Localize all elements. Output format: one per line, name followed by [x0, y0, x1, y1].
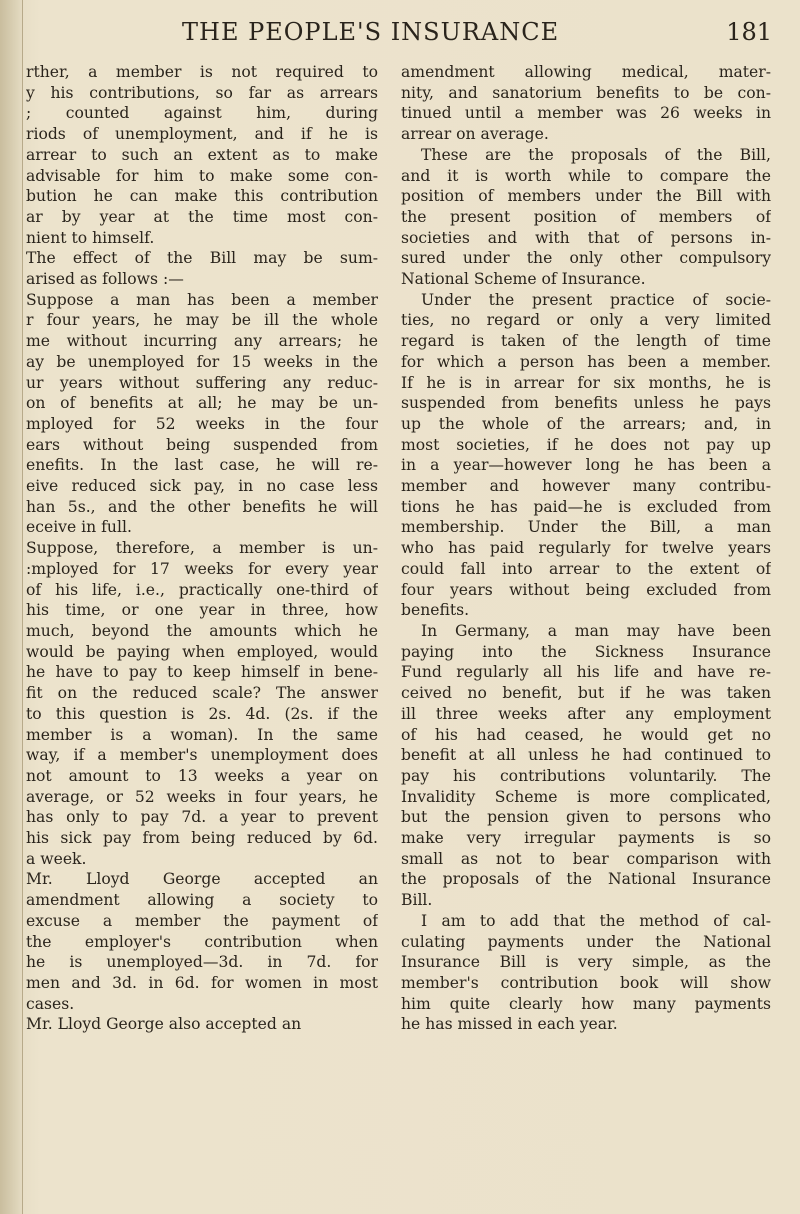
text-line: paying into the Sickness Insurance [401, 642, 771, 661]
paragraph [401, 290, 771, 621]
paragraph [26, 248, 378, 289]
text-line: he have to pay to keep himself in bene- [26, 663, 378, 682]
text-line: arised as follows :— [26, 270, 184, 289]
text-line: fit on the reduced scale? The answer [26, 684, 378, 703]
text-line: member's contribution book will show [401, 973, 771, 992]
paragraph [26, 869, 378, 1014]
running-head: THE PEOPLE'S INSURANCE [182, 18, 560, 46]
text-line: I am to add that the method of cal- [421, 911, 771, 930]
text-line: enefits. In the last case, he will re- [26, 456, 378, 475]
text-line: regard is taken of the length of time [401, 332, 771, 351]
text-line: position of members under the Bill with [401, 187, 771, 206]
text-line: ill three weeks after any employment [401, 704, 771, 723]
text-line: would be paying when employed, would [26, 642, 378, 661]
text-line: him quite clearly how many payments [401, 994, 771, 1013]
text-line: he is unemployed—3d. in 7d. for [26, 953, 378, 972]
text-line: The effect of the Bill may be sum- [26, 249, 378, 268]
text-line: ay be unemployed for 15 weeks in the [26, 352, 378, 371]
text-line: mployed for 52 weeks in the four [26, 414, 378, 433]
text-line: amendment allowing a society to [26, 891, 378, 910]
text-line: arrear to such an extent as to make [26, 145, 378, 164]
right-column [401, 62, 771, 1035]
text-line: eceive in full. [26, 518, 132, 537]
text-line: Insurance Bill is very simple, as the [401, 953, 771, 972]
text-line: han 5s., and the other benefits he will [26, 497, 378, 516]
text-line: average, or 52 weeks in four years, he [26, 787, 378, 806]
text-line: Mr. Lloyd George also accepted an [26, 1015, 302, 1034]
page-header [0, 18, 800, 58]
text-line: arrear on average. [401, 125, 549, 144]
text-line: eive reduced sick pay, in no case less [26, 477, 378, 496]
text-line: societies and with that of persons in- [401, 228, 771, 247]
text-line: riods of unemployment, and if he is [26, 125, 378, 144]
text-line: who has paid regularly for twelve years [401, 539, 771, 558]
text-line: tions he has paid—he is excluded from [401, 497, 771, 516]
text-line: advisable for him to make some con- [26, 166, 378, 185]
text-line: small as not to bear comparison with [401, 849, 771, 868]
text-line: Invalidity Scheme is more complicated, [401, 787, 771, 806]
page-number: 181 [726, 18, 772, 46]
text-line: Mr. Lloyd George accepted an [26, 870, 378, 889]
text-line: benefits. [401, 601, 470, 620]
text-line: make very irregular payments is so [401, 829, 771, 848]
text-line: ears without being suspended from [26, 435, 378, 454]
text-line: y his contributions, so far as arrears [26, 83, 378, 102]
text-line: on of benefits at all; he may be un- [26, 394, 378, 413]
text-line: In Germany, a man may have been [421, 621, 771, 640]
text-line: tinued until a member was 26 weeks in [401, 104, 771, 123]
text-line: for which a person has been a member. [401, 352, 771, 371]
text-line: ties, no regard or only a very limited [401, 311, 771, 330]
text-line: his sick pay from being reduced by 6d. [26, 829, 378, 848]
text-line: rther, a member is not required to [26, 63, 378, 81]
paragraph [26, 538, 378, 869]
paragraph [401, 911, 771, 1035]
page-gutter [0, 0, 23, 1214]
paragraph [26, 62, 378, 248]
text-line: cases. [26, 994, 75, 1013]
text-line: membership. Under the Bill, a man [401, 518, 771, 537]
text-line: These are the proposals of the Bill, [421, 145, 771, 164]
text-line: nient to himself. [26, 228, 155, 247]
paragraph [401, 621, 771, 911]
text-line: excuse a member the payment of [26, 911, 378, 930]
paragraph [26, 1014, 378, 1035]
text-line: member and however many contribu- [401, 477, 771, 496]
text-line: way, if a member's unemployment does [26, 746, 378, 765]
text-line: has only to pay 7d. a year to prevent [26, 808, 378, 827]
text-line: Suppose a man has been a member [26, 290, 378, 309]
text-line: member is a woman). In the same [26, 725, 378, 744]
text-line: benefit at all unless he had continued to [401, 746, 771, 765]
text-line: and it is worth while to compare the [401, 166, 771, 185]
text-line: four years without being excluded from [401, 580, 771, 599]
left-column [26, 62, 378, 1035]
text-line: ar by year at the time most con- [26, 207, 378, 226]
text-line: the employer's contribution when [26, 932, 378, 951]
text-line: sured under the only other compulsory [401, 249, 771, 268]
text-line: could fall into arrear to the extent of [401, 559, 771, 578]
text-line: to this question is 2s. 4d. (2s. if the [26, 704, 378, 723]
text-line: men and 3d. in 6d. for women in most [26, 973, 378, 992]
paragraph [26, 290, 378, 538]
text-line: he has missed in each year. [401, 1015, 618, 1034]
text-line: National Scheme of Insurance. [401, 270, 646, 289]
text-line: Fund regularly all his life and have re- [401, 663, 771, 682]
text-line: pay his contributions voluntarily. The [401, 766, 771, 785]
text-line: me without incurring any arrears; he [26, 332, 378, 351]
text-line: but the pension given to persons who [401, 808, 771, 827]
text-line: culating payments under the National [401, 932, 771, 951]
text-line: up the whole of the arrears; and, in [401, 414, 771, 433]
text-line: a week. [26, 849, 87, 868]
paragraph [401, 145, 771, 290]
text-line: not amount to 13 weeks a year on [26, 766, 378, 785]
text-line: ; counted against him, during [26, 104, 378, 123]
text-line: Under the present practice of socie- [421, 290, 771, 309]
text-line: Suppose, therefore, a member is un- [26, 539, 378, 558]
text-line: suspended from benefits unless he pays [401, 394, 771, 413]
text-line: the present position of members of [401, 207, 771, 226]
text-line: much, beyond the amounts which he [26, 621, 378, 640]
text-line: If he is in arrear for six months, he is [401, 373, 771, 392]
text-line: ceived no benefit, but if he was taken [401, 684, 771, 703]
text-line: ur years without suffering any reduc- [26, 373, 378, 392]
text-line: the proposals of the National Insurance [401, 870, 771, 889]
text-line: of his had ceased, he would get no [401, 725, 771, 744]
text-line: most societies, if he does not pay up [401, 435, 771, 454]
text-line: Bill. [401, 891, 433, 910]
text-line: nity, and sanatorium benefits to be con- [401, 83, 771, 102]
paragraph [401, 62, 771, 145]
text-line: bution he can make this contribution [26, 187, 378, 206]
text-line: r four years, he may be ill the whole [26, 311, 378, 330]
text-line: of his life, i.e., practically one-third of [26, 580, 378, 599]
text-line: in a year—however long he has been a [401, 456, 771, 475]
text-line: :mployed for 17 weeks for every year [26, 559, 378, 578]
text-line: his time, or one year in three, how [26, 601, 378, 620]
text-line: amendment allowing medical, mater- [401, 63, 771, 81]
